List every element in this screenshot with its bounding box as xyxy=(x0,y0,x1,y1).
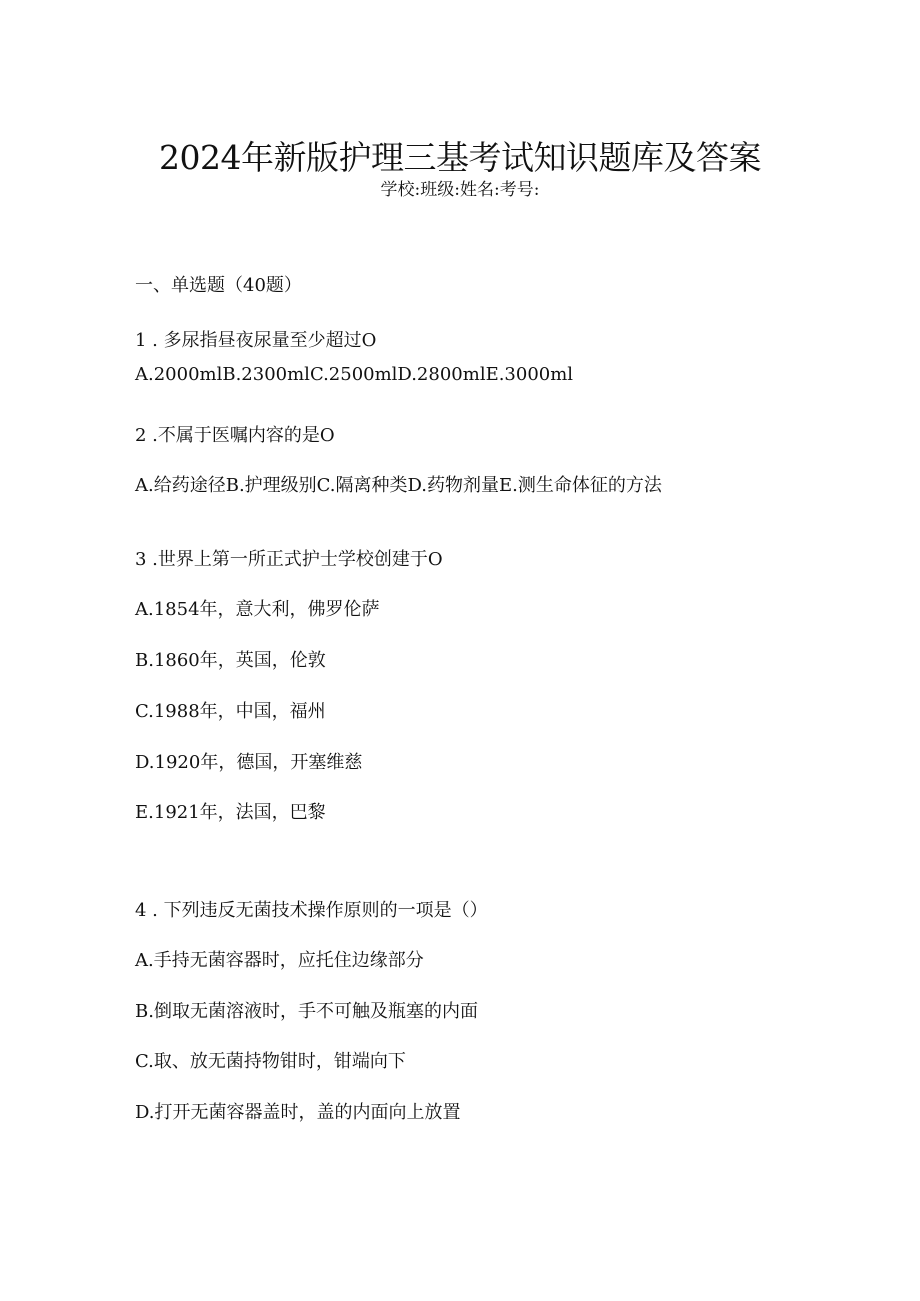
question-2-stem: 2 .不属于医嘱内容的是O xyxy=(135,425,335,446)
question-3-option-c: C.1988年，中国，福州 xyxy=(135,701,326,722)
question-1-stem: 1 . 多尿指昼夜尿量至少超过O xyxy=(135,330,377,351)
question-4-option-c: C.取、放无菌持物钳时，钳端向下 xyxy=(135,1051,406,1072)
question-4-option-a: A.手持无菌容器时，应托住边缘部分 xyxy=(135,950,424,971)
question-3-option-a: A.1854年，意大利，佛罗伦萨 xyxy=(135,599,380,620)
question-4-option-d: D.打开无菌容器盖时，盖的内面向上放置 xyxy=(135,1102,461,1123)
student-info-line: 学校:班级:姓名:考号: xyxy=(380,180,540,200)
section-heading: 一、单选题（40题） xyxy=(135,275,302,296)
question-4-stem: 4 . 下列违反无菌技术操作原则的一项是（） xyxy=(135,900,488,921)
question-3-option-e: E.1921年，法国，巴黎 xyxy=(135,802,326,823)
question-4-option-b: B.倒取无菌溶液时，手不可触及瓶塞的内面 xyxy=(135,1001,478,1022)
document-title: 2024年新版护理三基考试知识题库及答案 xyxy=(159,138,761,178)
question-3-option-b: B.1860年，英国，伦敦 xyxy=(135,650,326,671)
question-3-option-d: D.1920年，德国，开塞维慈 xyxy=(135,752,363,773)
question-1-options: A.2000mlB.2300mlC.2500mlD.2800mlE.3000ml xyxy=(135,364,574,385)
question-2-options: A.给药途径B.护理级别C.隔离种类D.药物剂量E.测生命体征的方法 xyxy=(135,475,662,496)
question-3-stem: 3 .世界上第一所正式护士学校创建于O xyxy=(135,549,443,570)
